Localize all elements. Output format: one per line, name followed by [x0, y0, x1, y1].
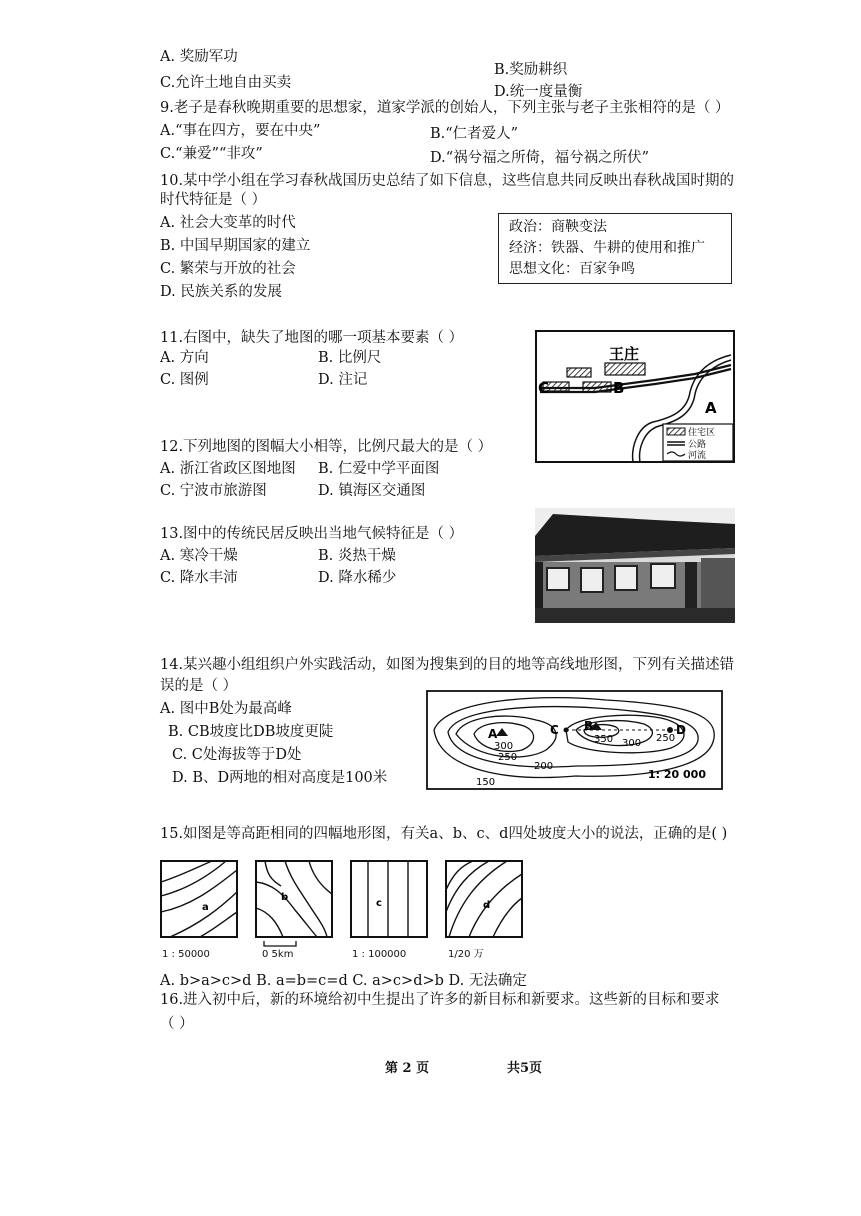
q15-scale-b: 0 5km — [262, 949, 294, 960]
q13-option-b: B. 炎热干燥 — [318, 548, 396, 564]
slope-point-b: b — [281, 892, 289, 903]
q15-scale-d: 1/20 万 — [448, 949, 484, 960]
legend-residential-icon — [667, 428, 685, 435]
q14-stem-line2: 误的是（ ） — [160, 678, 238, 694]
q10-box-politics: 政治：商鞅变法 — [509, 219, 607, 235]
q12-option-a: A. 浙江省政区图地图 — [160, 461, 296, 477]
q10-option-b: B. 中国早期国家的建立 — [160, 238, 311, 254]
q10-option-d: D. 民族关系的发展 — [160, 284, 282, 300]
q11-option-a: A. 方向 — [160, 350, 209, 366]
q15-options: A. b>a>c>d B. a=b=c=d C. a>c>d>b D. 无法确定 — [160, 973, 527, 989]
q15-map-b — [255, 860, 335, 940]
q14-stem-line1: 14.某兴趣小组组织户外实践活动，如图为搜集到的目的地等高线地形图，下列有关描述错 — [160, 657, 735, 673]
q8-option-b: B.奖励耕织 — [494, 62, 568, 78]
slope-point-a: a — [202, 902, 209, 913]
page-number: 第 2 页 — [385, 1061, 430, 1076]
q14-contour-map — [426, 690, 723, 790]
contour-value-300-east: 300 — [622, 738, 642, 749]
map-label-c: C — [538, 379, 550, 397]
contour-value-350: 350 — [594, 734, 614, 745]
q15-map-c — [350, 860, 430, 940]
q16-answer-paren: （ ） — [160, 1016, 194, 1032]
slope-point-c: c — [376, 898, 382, 909]
contour-label-a: A — [488, 727, 498, 741]
q11-option-c: C. 图例 — [160, 372, 209, 388]
q10-box-economy: 经济：铁器、牛耕的使用和推广 — [509, 240, 705, 256]
map-label-b: B — [613, 379, 625, 397]
q15-stem: 15.如图是等高距相同的四幅地形图，有关a、b、c、d四处坡度大小的说法，正确的是( ) — [160, 826, 728, 842]
q10-stem-line2: 时代特征是（ ） — [160, 192, 267, 208]
q13-option-c: C. 降水丰沛 — [160, 570, 238, 586]
contour-label-d: D — [676, 723, 686, 737]
q13-option-a: A. 寒冷干燥 — [160, 548, 238, 564]
q10-info-box — [498, 213, 732, 284]
q12-option-c: C. 宁波市旅游图 — [160, 483, 267, 499]
q10-stem-line1: 10.某中学小组在学习春秋战国历史总结了如下信息，这些信息共同反映出春秋战国时期的 — [160, 173, 735, 189]
contour-value-200: 200 — [534, 761, 554, 772]
q11-option-b: B. 比例尺 — [318, 350, 382, 366]
village-name-label: 王庄 — [609, 345, 640, 363]
page-total: 共5页 — [507, 1061, 543, 1076]
residential-block — [583, 382, 611, 392]
q11-village-map — [535, 330, 735, 463]
q15-scale-a: 1 : 50000 — [162, 949, 210, 960]
legend-road-label: 公路 — [688, 440, 707, 450]
map-label-a: A — [705, 399, 717, 417]
q10-option-c: C. 繁荣与开放的社会 — [160, 261, 296, 277]
q14-option-d: D. B、D两地的相对高度是100米 — [172, 770, 388, 786]
contour-value-250-east: 250 — [656, 733, 676, 744]
q8-option-d: D.统一度量衡 — [494, 84, 583, 100]
q12-option-b: B. 仁爱中学平面图 — [318, 461, 440, 477]
q8-option-c: C.允许土地自由买卖 — [160, 75, 292, 91]
q13-option-d: D. 降水稀少 — [318, 570, 397, 586]
slope-point-d: d — [483, 900, 491, 911]
contour-label-c: C — [550, 723, 559, 737]
q15-map-d — [445, 860, 525, 940]
q9-option-b: B.“仁者爱人” — [430, 126, 519, 142]
q13-stem: 13.图中的传统民居反映出当地气候特征是（ ） — [160, 526, 464, 542]
q14-option-b: B. CB坡度比DB坡度更陡 — [168, 724, 334, 740]
q11-stem: 11.右图中，缺失了地图的哪一项基本要素（ ） — [160, 330, 464, 346]
q9-stem: 9.老子是春秋晚期重要的思想家，道家学派的创始人，下列主张与老子主张相符的是（ ） — [160, 100, 730, 116]
q11-option-d: D. 注记 — [318, 372, 368, 388]
q16-stem: 16.进入初中后，新的环境给初中生提出了许多的新目标和新要求。这些新的目标和要求 — [160, 992, 720, 1008]
q9-option-a: A.“事在四方，要在中央” — [160, 123, 321, 139]
legend-residential-label: 住宅区 — [688, 428, 716, 438]
q13-dwelling-photo — [535, 508, 735, 623]
residential-block — [567, 368, 591, 377]
contour-value-150: 150 — [476, 777, 496, 788]
q10-box-culture: 思想文化：百家争鸣 — [509, 261, 635, 277]
q14-option-a: A. 图中B处为最高峰 — [160, 701, 292, 717]
q12-stem: 12.下列地图的图幅大小相等，比例尺最大的是（ ） — [160, 439, 493, 455]
legend-river-label: 河流 — [688, 451, 707, 461]
contour-map-scale: 1: 20 000 — [648, 768, 706, 781]
contour-value-300-west: 300 — [494, 741, 514, 752]
q15-scale-bar-b — [262, 940, 302, 948]
q8-option-a: A. 奖励军功 — [160, 49, 238, 65]
q10-option-a: A. 社会大变革的时代 — [160, 215, 296, 231]
residential-block — [605, 363, 645, 375]
q9-option-d: D.“祸兮福之所倚，福兮祸之所伏” — [430, 150, 650, 166]
contour-value-250-west: 250 — [498, 752, 518, 763]
q14-option-c: C. C处海拔等于D处 — [172, 747, 302, 763]
q12-option-d: D. 镇海区交通图 — [318, 483, 426, 499]
q15-scale-c: 1 : 100000 — [352, 949, 407, 960]
contour-label-b: B — [584, 719, 594, 733]
q15-map-a — [160, 860, 240, 940]
q9-option-c: C.“兼爱”“非攻” — [160, 146, 263, 162]
